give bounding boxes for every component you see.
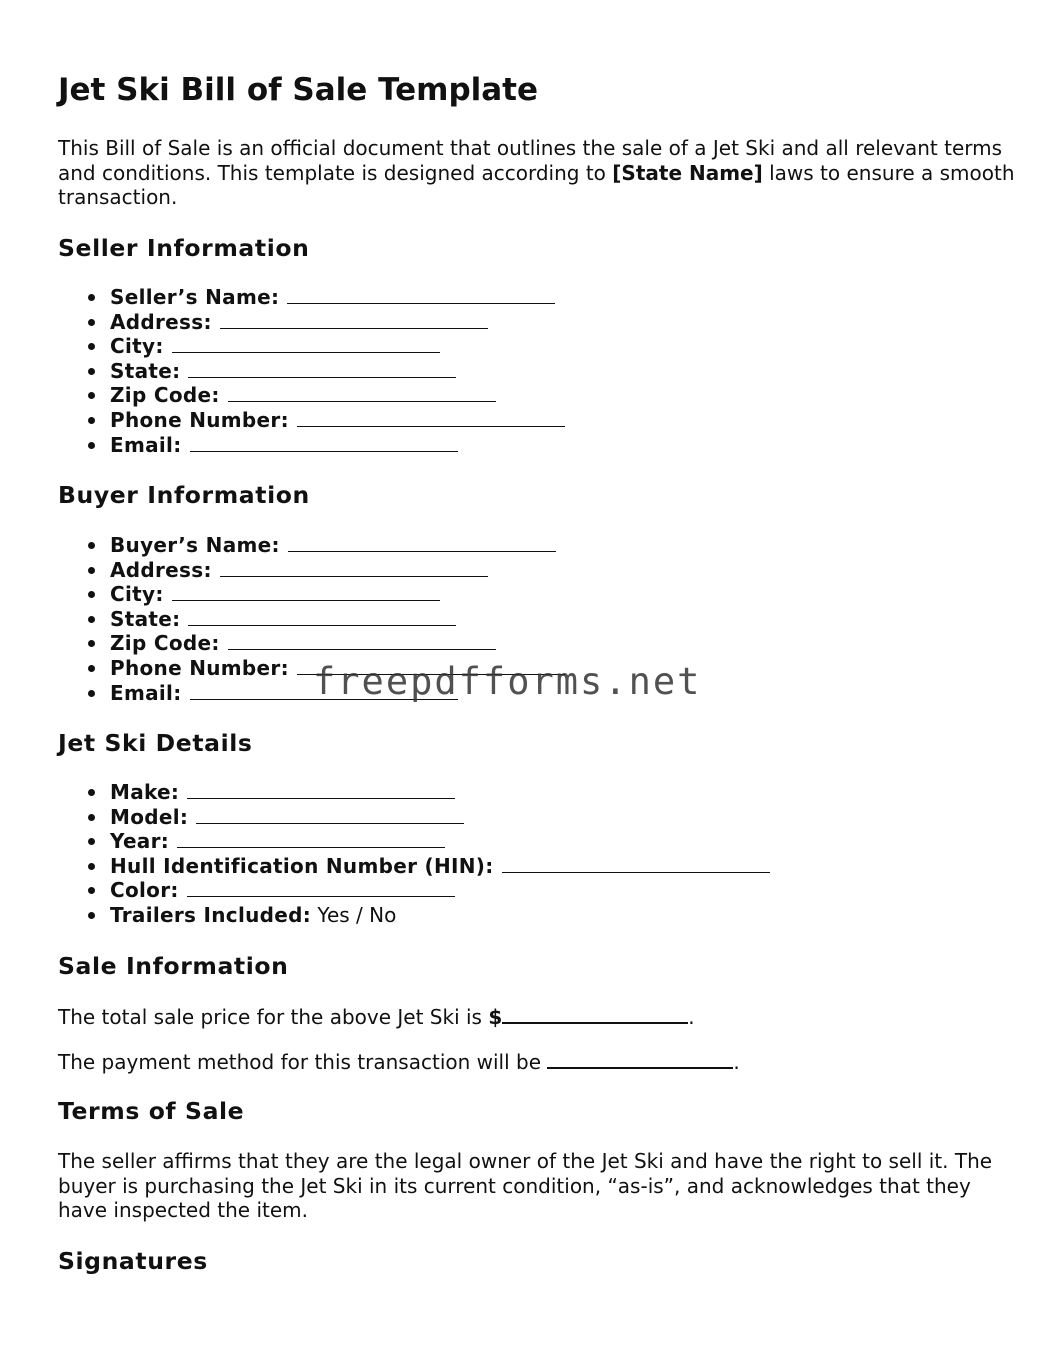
buyer-address-blank[interactable] <box>220 558 488 577</box>
buyer-name-blank[interactable] <box>288 533 556 552</box>
state-name-placeholder: [State Name] <box>612 160 763 185</box>
seller-state-blank[interactable] <box>188 359 456 378</box>
jetski-trailers-field: Trailers Included: Yes / No <box>58 903 770 928</box>
seller-email-blank[interactable] <box>190 433 458 452</box>
jetski-year-field: Year: <box>58 829 770 854</box>
sale-section-heading: Sale Information <box>58 952 289 980</box>
jetski-color-blank[interactable] <box>187 878 455 897</box>
seller-section-heading: Seller Information <box>58 234 310 262</box>
terms-paragraph: The seller affirms that they are the legal owner of the Jet Ski and have the right to sell it. The buyer is purchasing the Jet Ski in its current condition, “as-is”, and acknowledges that they have inspected the item. <box>58 1149 993 1222</box>
jetski-make-blank[interactable] <box>187 780 455 799</box>
sale-price-line: The total sale price for the above Jet Ski is $ . <box>58 1005 695 1029</box>
buyer-city-blank[interactable] <box>172 582 440 601</box>
seller-fields-list <box>58 285 565 457</box>
intro-text-before: This Bill of Sale is an official document that outlines the sale of a Jet Ski and all relevant terms and conditions. This template is designed according to <box>58 136 1003 185</box>
jetski-year-blank[interactable] <box>177 829 445 848</box>
seller-email-field: Email: <box>58 433 565 458</box>
jetski-make-field: Make: <box>58 780 770 805</box>
buyer-name-field: Buyer’s Name: <box>58 533 565 558</box>
sale-price-blank[interactable] <box>502 1004 688 1024</box>
seller-city-blank[interactable] <box>172 334 440 353</box>
jetski-fields-list <box>58 780 770 928</box>
seller-address-field: Address: <box>58 310 565 335</box>
jetski-model-blank[interactable] <box>196 805 464 824</box>
seller-zip-blank[interactable] <box>228 383 496 402</box>
jetski-model-field: Model: <box>58 805 770 830</box>
buyer-state-field: State: <box>58 607 565 632</box>
trailers-options[interactable]: Yes / No <box>317 902 397 927</box>
seller-name-field: Seller’s Name: <box>58 285 565 310</box>
buyer-state-blank[interactable] <box>188 607 456 626</box>
terms-section-heading: Terms of Sale <box>58 1097 245 1125</box>
buyer-section-heading: Buyer Information <box>58 481 310 509</box>
buyer-zip-blank[interactable] <box>228 631 496 650</box>
payment-method-blank[interactable] <box>547 1049 733 1069</box>
jetski-color-field: Color: <box>58 878 770 903</box>
seller-city-field: City: <box>58 334 565 359</box>
watermark-text: freepdfforms.net <box>313 660 702 703</box>
intro-paragraph <box>58 136 1018 210</box>
buyer-city-field: City: <box>58 582 565 607</box>
payment-method-line: The payment method for this transaction will be . <box>58 1050 740 1074</box>
jetski-section-heading: Jet Ski Details <box>58 729 253 757</box>
seller-phone-blank[interactable] <box>297 408 565 427</box>
intro-text-after: laws to ensure a smooth transaction. <box>58 160 1015 209</box>
signatures-section-heading: Signatures <box>58 1247 208 1275</box>
jetski-hin-blank[interactable] <box>502 854 770 873</box>
buyer-zip-field: Zip Code: <box>58 631 565 656</box>
seller-name-blank[interactable] <box>287 285 555 304</box>
seller-phone-field: Phone Number: <box>58 408 565 433</box>
currency-symbol: $ <box>488 1005 503 1029</box>
seller-zip-field: Zip Code: <box>58 383 565 408</box>
buyer-address-field: Address: <box>58 558 565 583</box>
document-title: Jet Ski Bill of Sale Template <box>58 72 539 108</box>
buyer-email-field: Email: <box>58 681 565 706</box>
seller-address-blank[interactable] <box>220 310 488 329</box>
seller-state-field: State: <box>58 359 565 384</box>
jetski-hin-field: Hull Identification Number (HIN): <box>58 854 770 879</box>
buyer-phone-field: Phone Number: <box>58 656 565 681</box>
